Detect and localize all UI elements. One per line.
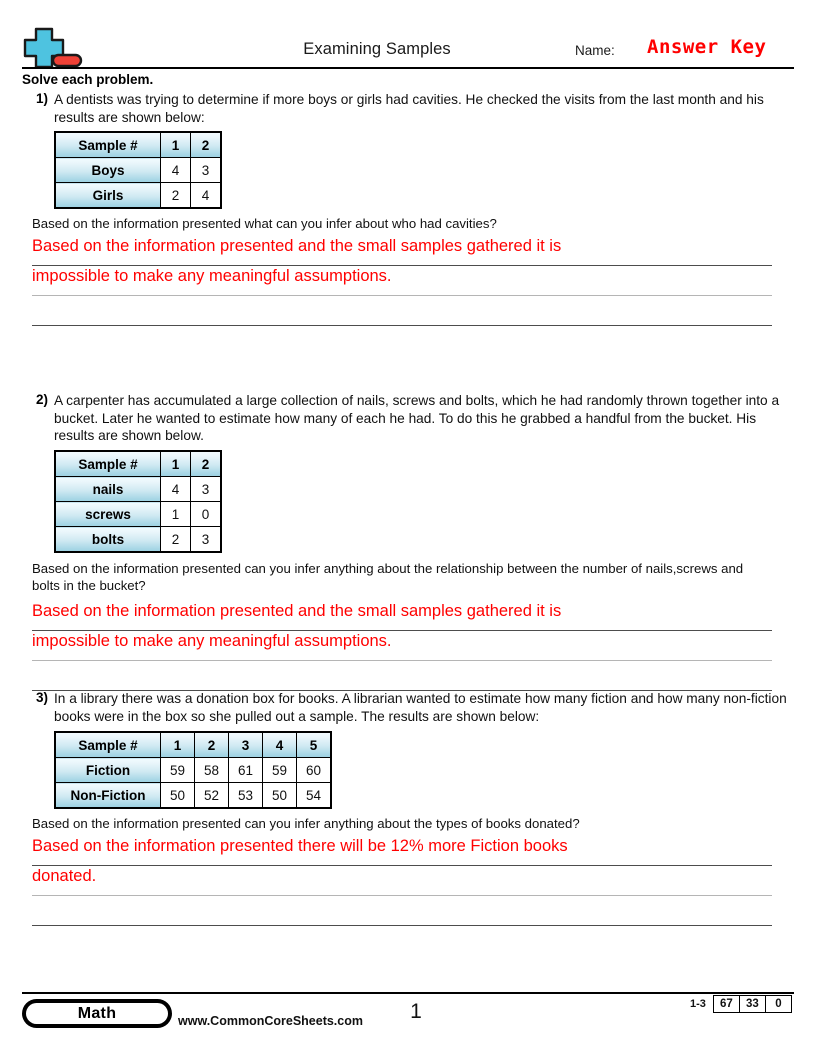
table-cell: 4 xyxy=(161,158,191,183)
score-key xyxy=(690,995,792,1013)
instructions-text: Solve each problem. xyxy=(22,72,154,87)
score-box: 67 xyxy=(713,995,739,1013)
table-row-label: bolts xyxy=(55,527,161,553)
page-title: Examining Samples xyxy=(303,40,451,58)
table-cell: 1 xyxy=(161,502,191,527)
table-cell: 4 xyxy=(161,477,191,502)
score-box: 33 xyxy=(739,995,765,1013)
footer-divider xyxy=(22,992,794,994)
problem-number: 3) xyxy=(35,690,48,705)
name-value: Answer Key xyxy=(647,36,767,58)
table-cell: 53 xyxy=(229,783,263,809)
score-box-group xyxy=(713,995,792,1013)
problem-question: Based on the information presented what can you infer about who had cavities? xyxy=(32,216,497,231)
table-header-cell: 2 xyxy=(191,132,222,158)
answer-text: Based on the information presented and the small samples gathered it is xyxy=(32,237,562,255)
answer-text: Based on the information presented and the small samples gathered it is xyxy=(32,602,562,620)
answer-text: impossible to make any meaningful assumptions. xyxy=(32,632,392,650)
answer-text: Based on the information presented there will be 12% more Fiction books xyxy=(32,837,568,855)
subject-badge xyxy=(22,999,172,1028)
problem-question: Based on the information presented can you infer anything about the relationship between the number of nails,screws and bolts in the bucket? xyxy=(32,561,744,593)
table-header-cell: Sample # xyxy=(55,732,161,758)
table-cell: 58 xyxy=(195,758,229,783)
table-row-label: Non-Fiction xyxy=(55,783,161,809)
table-cell: 3 xyxy=(191,527,222,553)
table-cell: 4 xyxy=(191,183,222,209)
problem-question: Based on the information presented can you infer anything about the types of books donated? xyxy=(32,816,580,831)
table-cell: 50 xyxy=(263,783,297,809)
problem-prompt: A dentists was trying to determine if more boys or girls had cavities. He checked the visits from the last month and his results are shown below: xyxy=(54,92,764,125)
table-cell: 3 xyxy=(191,477,222,502)
table-header-cell: Sample # xyxy=(55,451,161,477)
table-header-cell: 3 xyxy=(229,732,263,758)
table-row-label: nails xyxy=(55,477,161,502)
answer-text: impossible to make any meaningful assumptions. xyxy=(32,267,392,285)
table-header-cell: 5 xyxy=(297,732,332,758)
table-header-cell: 2 xyxy=(191,451,222,477)
table-row-label: Boys xyxy=(55,158,161,183)
problem-prompt: In a library there was a donation box for books. A librarian wanted to estimate how many fiction and how many non-fiction books were in the box so she pulled out a sample. The results are shown below: xyxy=(54,691,787,724)
table-row-label: Girls xyxy=(55,183,161,209)
page-number: 1 xyxy=(410,1000,422,1023)
table-header-cell: 2 xyxy=(195,732,229,758)
problem-number: 1) xyxy=(35,91,48,106)
score-range-label: 1-3 xyxy=(690,998,706,1010)
subject-badge-label: Math xyxy=(26,1003,168,1024)
table-header-cell: 4 xyxy=(263,732,297,758)
table-row-label: screws xyxy=(55,502,161,527)
table-cell: 0 xyxy=(191,502,222,527)
table-cell: 59 xyxy=(161,758,195,783)
table-cell: 52 xyxy=(195,783,229,809)
table-header-cell: Sample # xyxy=(55,132,161,158)
table-cell: 2 xyxy=(161,183,191,209)
score-box: 0 xyxy=(765,995,792,1013)
problem-prompt: A carpenter has accumulated a large collection of nails, screws and bolts, which he had randomly thrown together into a bucket. Later he wanted to estimate how many of each he had. To do this he grabbed a handful from the bucket. His results are shown below. xyxy=(54,393,780,443)
table-cell: 59 xyxy=(263,758,297,783)
table-cell: 3 xyxy=(191,158,222,183)
table-cell: 54 xyxy=(297,783,332,809)
website-url[interactable]: www.CommonCoreSheets.com xyxy=(178,1014,363,1028)
table-cell: 50 xyxy=(161,783,195,809)
name-label: Name: xyxy=(575,43,615,58)
table-header-cell: 1 xyxy=(161,132,191,158)
table-cell: 60 xyxy=(297,758,332,783)
table-cell: 61 xyxy=(229,758,263,783)
answer-text: donated. xyxy=(32,867,97,885)
table-header-cell: 1 xyxy=(161,732,195,758)
table-header-cell: 1 xyxy=(161,451,191,477)
table-cell: 2 xyxy=(161,527,191,553)
problem-number: 2) xyxy=(35,392,48,407)
table-row-label: Fiction xyxy=(55,758,161,783)
